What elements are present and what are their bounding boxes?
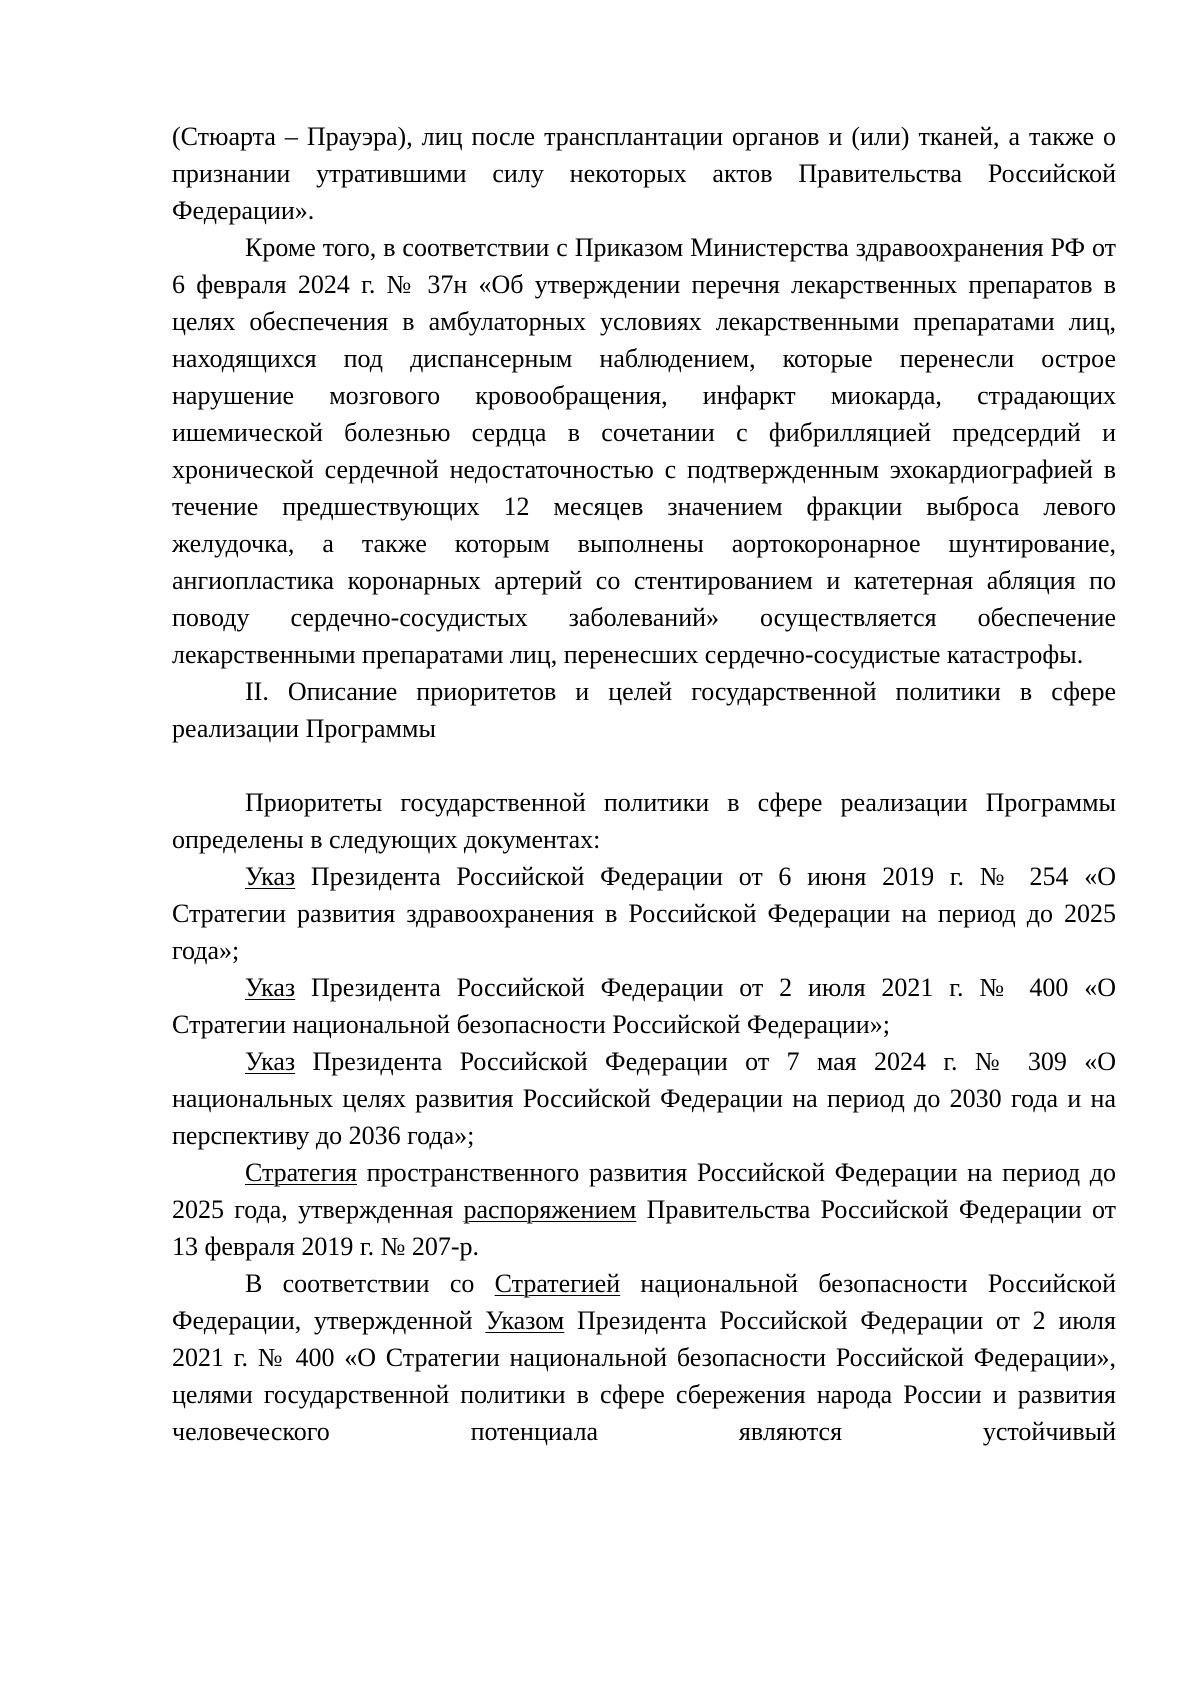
paragraph-text: национальной безопасности Российской Федерации, утвержденной <box>172 1269 1116 1335</box>
paragraph-text: В соответствии со <box>245 1269 495 1298</box>
document-reference-link[interactable]: Стратегия <box>245 1158 357 1187</box>
section-heading <box>172 673 1116 747</box>
paragraph <box>172 118 1116 229</box>
document-reference-link[interactable]: Указ <box>245 1047 296 1076</box>
paragraph-text: Кроме того, в соответствии с Приказом Министерства здравоохранения РФ от 6 февраля 2024 г. № 37н «Об утверждении перечня лекарственных препаратов в целях обеспечения в амбулаторных условиях лекарственными препаратами лиц, находящихся под диспансерным наблюдением, которые перенесли острое нарушение мозгового кровообращения, инфаркт миокарда, страдающих ишемической болезнью сердца в сочетании с фибрилляцией предсердий и хронической сердечной недостаточностью с подтвержденным эхокардиографией в течение предшествующих 12 месяцев значением фракции выброса левого желудочка, а также которым выполнены аортокоронарное шунтирование, ангиопластика коронарных артерий со стентированием и катетерная абляция по поводу сердечно-сосудистых заболеваний» осуществляется обеспечение лекарственными препаратами лиц, перенесших сердечно-сосудистые катастрофы. <box>172 233 1116 669</box>
paragraph <box>172 858 1116 969</box>
document-reference-link[interactable]: Указом <box>485 1306 565 1335</box>
document-reference-link[interactable]: распоряжением <box>463 1195 637 1224</box>
paragraph-text: Президента Российской Федерации от 2 июля 2021 г. № 400 «О Стратегии национальной безопасности Российской Федерации», целями государственной политики в сфере сбережения народа России и развития человеческого потенциала являются устойчивый <box>172 1306 1116 1446</box>
paragraph-text: Правительства Российской Федерации от 13 февраля 2019 г. № 207-р. <box>172 1195 1117 1261</box>
paragraph-text: II. Описание приоритетов и целей государственной политики в сфере реализации Программы <box>172 677 1116 743</box>
paragraph <box>172 784 1116 858</box>
document-reference-link[interactable]: Указ <box>245 973 296 1002</box>
document-reference-link[interactable]: Указ <box>245 862 296 891</box>
paragraph-text: пространственного развития Российской Федерации на период до 2025 года, утвержденная <box>172 1158 1116 1224</box>
paragraph-text: Приоритеты государственной политики в сфере реализации Программы определены в следующих документах: <box>172 788 1116 854</box>
paragraph <box>172 1043 1116 1154</box>
document-reference-link[interactable]: Стратегией <box>494 1269 621 1298</box>
paragraph-text: (Стюарта – Прауэра), лиц после трансплантации органов и (или) тканей, а также о признании утратившими силу некоторых актов Правительства Российской Федерации». <box>172 122 1116 225</box>
paragraph-spacer <box>172 747 1116 784</box>
paragraph <box>172 1154 1116 1265</box>
paragraph <box>172 1265 1116 1450</box>
paragraph-text: Президента Российской Федерации от 2 июля 2021 г. № 400 «О Стратегии национальной безопасности Российской Федерации»; <box>172 973 1116 1039</box>
paragraph <box>172 969 1116 1043</box>
paragraph-text: Президента Российской Федерации от 6 июня 2019 г. № 254 «О Стратегии развития здравоохранения в Российской Федерации на период до 2025 года»; <box>172 862 1116 965</box>
paragraph-text: Президента Российской Федерации от 7 мая 2024 г. № 309 «О национальных целях развития Российской Федерации на период до 2030 года и на перспективу до 2036 года»; <box>172 1047 1116 1150</box>
paragraph <box>172 229 1116 673</box>
